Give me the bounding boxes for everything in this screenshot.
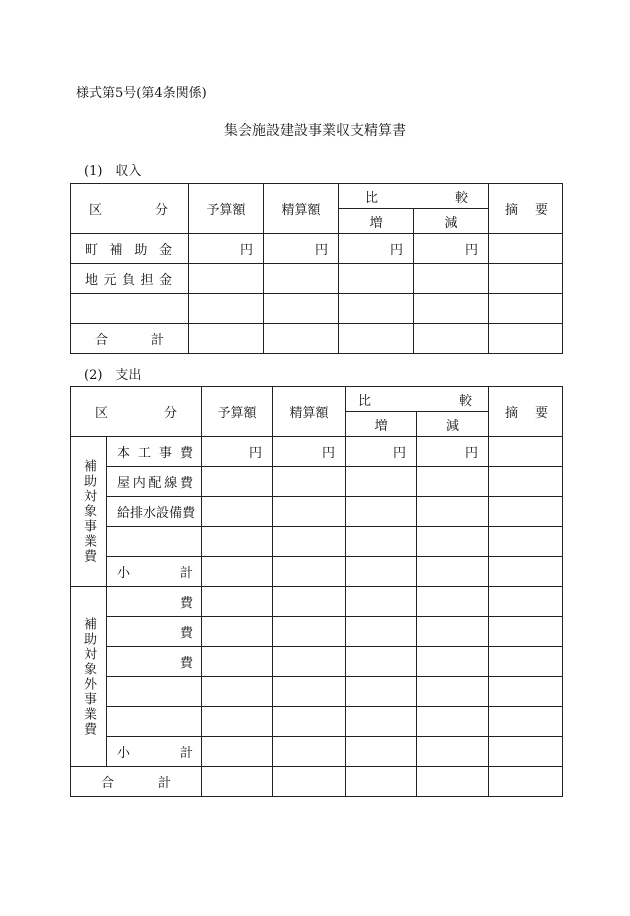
decrease-cell[interactable] bbox=[414, 294, 489, 324]
income-row-local-share bbox=[71, 264, 563, 294]
unsubsidized-row bbox=[71, 707, 563, 737]
settlement-cell[interactable] bbox=[264, 264, 339, 294]
increase-cell[interactable] bbox=[346, 737, 417, 767]
settlement-cell[interactable] bbox=[273, 647, 346, 677]
increase-cell[interactable] bbox=[346, 707, 417, 737]
decrease-cell[interactable]: 円 bbox=[417, 437, 489, 467]
settlement-cell[interactable]: 円 bbox=[273, 437, 346, 467]
income-row-blank bbox=[71, 294, 563, 324]
expenditure-header-comparison: 比 較 bbox=[346, 387, 489, 412]
settlement-cell[interactable] bbox=[264, 324, 339, 354]
remarks-cell[interactable] bbox=[489, 264, 563, 294]
settlement-cell[interactable] bbox=[273, 497, 346, 527]
budget-cell[interactable] bbox=[202, 587, 273, 617]
remarks-cell[interactable] bbox=[489, 437, 563, 467]
row-label[interactable] bbox=[107, 707, 202, 737]
income-row-town-subsidy bbox=[71, 234, 563, 264]
increase-cell[interactable] bbox=[346, 557, 417, 587]
row-label[interactable] bbox=[107, 527, 202, 557]
expenditure-header-budget: 予算額 bbox=[202, 387, 273, 437]
budget-cell[interactable] bbox=[202, 557, 273, 587]
budget-cell[interactable] bbox=[202, 617, 273, 647]
budget-cell[interactable] bbox=[202, 677, 273, 707]
expenditure-header-row bbox=[71, 387, 563, 412]
expenditure-header-settlement: 精算額 bbox=[273, 387, 346, 437]
settlement-cell[interactable] bbox=[273, 527, 346, 557]
income-total-row bbox=[71, 324, 563, 354]
expenditure-table bbox=[70, 386, 563, 797]
row-label: 本 工 事 費 bbox=[107, 437, 202, 467]
income-header-budget: 予算額 bbox=[189, 184, 264, 234]
subsidized-subtotal-row bbox=[71, 557, 563, 587]
expenditure-header-remarks: 摘 要 bbox=[489, 387, 563, 437]
subsidized-row-main-construction bbox=[71, 437, 563, 467]
form-number: 様式第5号(第4条関係) bbox=[76, 86, 207, 101]
row-label: 地 元 負 担 金 bbox=[71, 264, 189, 294]
subtotal-label: 小 計 bbox=[107, 557, 202, 587]
increase-cell[interactable] bbox=[346, 467, 417, 497]
total-label: 合 計 bbox=[71, 767, 202, 797]
unsubsidized-row bbox=[71, 647, 563, 677]
income-header-increase: 増 bbox=[339, 209, 414, 234]
decrease-cell[interactable] bbox=[417, 617, 489, 647]
remarks-cell[interactable] bbox=[489, 587, 563, 617]
budget-cell[interactable] bbox=[189, 264, 264, 294]
settlement-cell[interactable] bbox=[273, 557, 346, 587]
decrease-cell[interactable] bbox=[417, 767, 489, 797]
decrease-cell[interactable] bbox=[417, 587, 489, 617]
budget-cell[interactable] bbox=[202, 767, 273, 797]
row-label: 屋 内 配 線 費 bbox=[107, 467, 202, 497]
unsubsidized-subtotal-row bbox=[71, 737, 563, 767]
decrease-cell[interactable] bbox=[414, 264, 489, 294]
budget-cell[interactable]: 円 bbox=[202, 437, 273, 467]
remarks-cell[interactable] bbox=[489, 617, 563, 647]
decrease-cell[interactable] bbox=[417, 497, 489, 527]
subsidized-group-label: 補助対象事業費 bbox=[71, 437, 107, 587]
income-table bbox=[70, 183, 563, 354]
decrease-cell[interactable] bbox=[414, 324, 489, 354]
decrease-cell[interactable] bbox=[417, 557, 489, 587]
row-label: 給 排 水 設 備 費 bbox=[107, 497, 202, 527]
budget-cell[interactable] bbox=[189, 294, 264, 324]
increase-cell[interactable] bbox=[346, 767, 417, 797]
row-label[interactable]: 費 bbox=[107, 617, 202, 647]
increase-cell[interactable]: 円 bbox=[346, 437, 417, 467]
expenditure-header-decrease: 減 bbox=[417, 412, 489, 437]
remarks-cell[interactable] bbox=[489, 647, 563, 677]
remarks-cell[interactable] bbox=[489, 767, 563, 797]
expenditure-header-increase: 増 bbox=[346, 412, 417, 437]
decrease-cell[interactable] bbox=[417, 677, 489, 707]
budget-cell[interactable] bbox=[202, 497, 273, 527]
decrease-cell[interactable]: 円 bbox=[414, 234, 489, 264]
settlement-cell[interactable] bbox=[264, 294, 339, 324]
budget-cell[interactable] bbox=[202, 647, 273, 677]
settlement-cell[interactable] bbox=[273, 737, 346, 767]
subtotal-label: 小 計 bbox=[107, 737, 202, 767]
remarks-cell[interactable] bbox=[489, 707, 563, 737]
row-label: 町 補 助 金 bbox=[71, 234, 189, 264]
increase-cell[interactable] bbox=[346, 497, 417, 527]
total-label: 合 計 bbox=[71, 324, 189, 354]
row-label[interactable] bbox=[107, 677, 202, 707]
expenditure-header-category: 区 分 bbox=[71, 387, 202, 437]
increase-cell[interactable] bbox=[339, 294, 414, 324]
settlement-cell[interactable] bbox=[273, 767, 346, 797]
decrease-cell[interactable] bbox=[417, 527, 489, 557]
increase-cell[interactable] bbox=[346, 587, 417, 617]
subsidized-row-plumbing bbox=[71, 497, 563, 527]
document-title: 集会施設建設事業収支精算書 bbox=[224, 123, 406, 139]
remarks-cell[interactable] bbox=[489, 737, 563, 767]
subsidized-row-blank bbox=[71, 527, 563, 557]
decrease-cell[interactable] bbox=[417, 737, 489, 767]
remarks-cell[interactable] bbox=[489, 467, 563, 497]
subsidized-row-indoor-wiring bbox=[71, 467, 563, 497]
settlement-cell[interactable] bbox=[273, 677, 346, 707]
budget-cell[interactable] bbox=[202, 707, 273, 737]
increase-cell[interactable] bbox=[346, 647, 417, 677]
income-header-comparison: 比 較 bbox=[339, 184, 489, 209]
expenditure-total-row bbox=[71, 767, 563, 797]
settlement-cell[interactable] bbox=[273, 707, 346, 737]
unsubsidized-row bbox=[71, 587, 563, 617]
income-header-settlement: 精算額 bbox=[264, 184, 339, 234]
row-label[interactable]: 費 bbox=[107, 647, 202, 677]
budget-cell[interactable] bbox=[202, 737, 273, 767]
income-header-decrease: 減 bbox=[414, 209, 489, 234]
row-label[interactable]: 費 bbox=[107, 587, 202, 617]
budget-cell[interactable]: 円 bbox=[189, 234, 264, 264]
income-header-row bbox=[71, 184, 563, 209]
unsubsidized-row bbox=[71, 677, 563, 707]
decrease-cell[interactable] bbox=[417, 707, 489, 737]
increase-cell[interactable] bbox=[346, 527, 417, 557]
settlement-cell[interactable] bbox=[273, 587, 346, 617]
budget-cell[interactable] bbox=[202, 467, 273, 497]
settlement-cell[interactable] bbox=[273, 617, 346, 647]
increase-cell[interactable]: 円 bbox=[339, 234, 414, 264]
increase-cell[interactable] bbox=[339, 264, 414, 294]
remarks-cell[interactable] bbox=[489, 234, 563, 264]
increase-cell[interactable] bbox=[339, 324, 414, 354]
settlement-cell[interactable]: 円 bbox=[264, 234, 339, 264]
remarks-cell[interactable] bbox=[489, 557, 563, 587]
row-label[interactable] bbox=[71, 294, 189, 324]
unsubsidized-row bbox=[71, 617, 563, 647]
expenditure-section-label: (2) 支出 bbox=[84, 368, 142, 383]
income-header-remarks: 摘 要 bbox=[489, 184, 563, 234]
remarks-cell[interactable] bbox=[489, 324, 563, 354]
remarks-cell[interactable] bbox=[489, 497, 563, 527]
income-section-label: (1) 収入 bbox=[84, 164, 142, 179]
remarks-cell[interactable] bbox=[489, 294, 563, 324]
remarks-cell[interactable] bbox=[489, 677, 563, 707]
unsubsidized-group-label: 補助対象外事業費 bbox=[71, 587, 107, 767]
income-header-category: 区 分 bbox=[71, 184, 189, 234]
budget-cell[interactable] bbox=[189, 324, 264, 354]
decrease-cell[interactable] bbox=[417, 467, 489, 497]
decrease-cell[interactable] bbox=[417, 647, 489, 677]
settlement-cell[interactable] bbox=[273, 467, 346, 497]
increase-cell[interactable] bbox=[346, 677, 417, 707]
budget-cell[interactable] bbox=[202, 527, 273, 557]
remarks-cell[interactable] bbox=[489, 527, 563, 557]
increase-cell[interactable] bbox=[346, 617, 417, 647]
